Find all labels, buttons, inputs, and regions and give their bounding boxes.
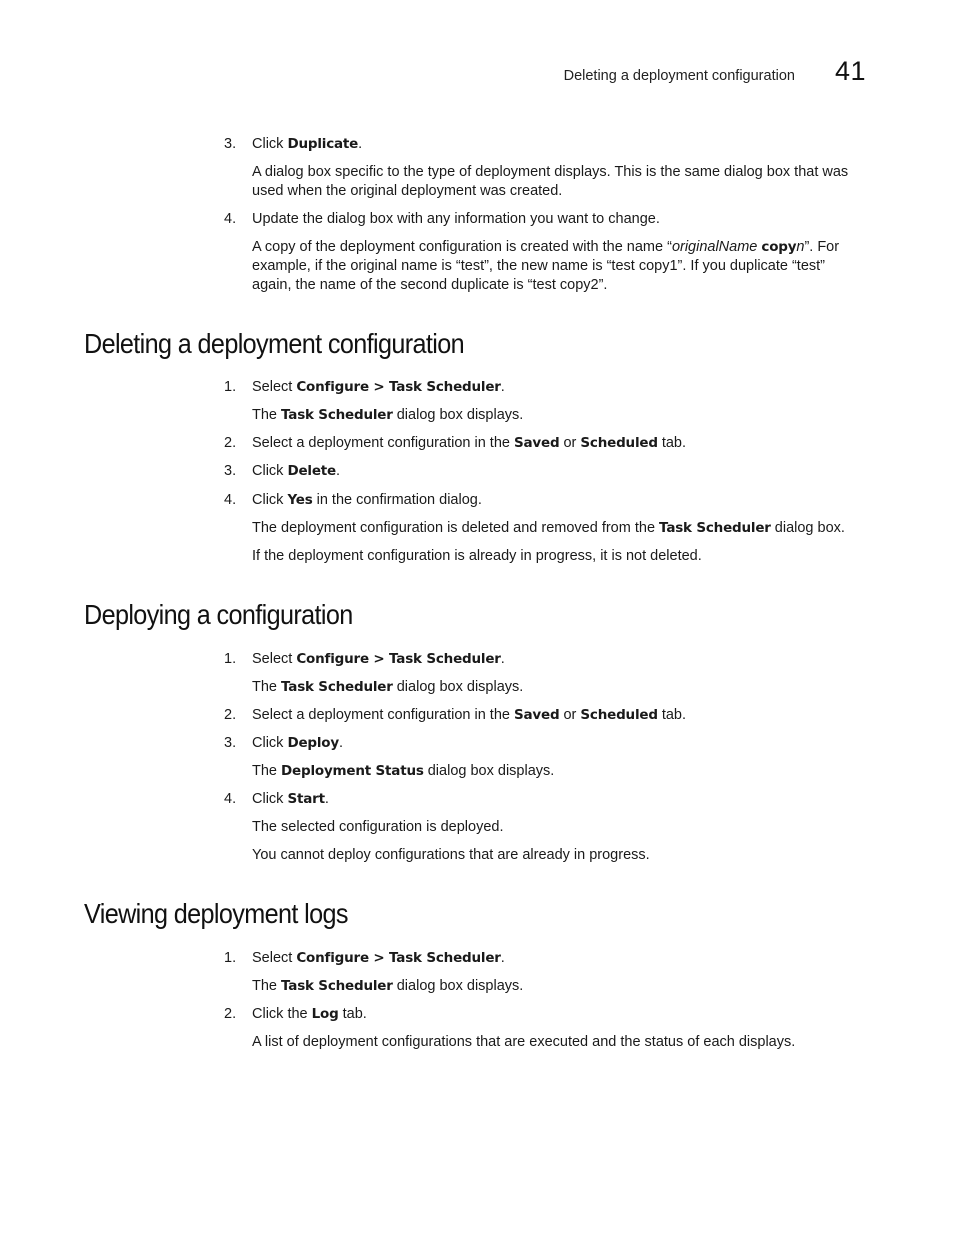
step-text: Select Configure > Task Scheduler.	[252, 950, 505, 966]
step-description: The Deployment Status dialog box displays.	[252, 763, 555, 779]
step-description: The Task Scheduler dialog box displays.	[252, 978, 524, 994]
step-number: 1.	[224, 651, 237, 667]
step-number: 1.	[224, 379, 237, 395]
step-text: Select Configure > Task Scheduler.	[252, 379, 505, 395]
step-text: Select Configure > Task Scheduler.	[252, 651, 505, 667]
step-description: You cannot deploy configurations that are already in progress.	[252, 847, 650, 863]
step-description: The Task Scheduler dialog box displays.	[252, 407, 524, 423]
step-description: If the deployment configuration is already in progress, it is not deleted.	[252, 548, 702, 564]
step-description: A dialog box specific to the type of deployment displays. This is the same dialog box that was used when the original deployment was created.	[252, 164, 849, 199]
step-number: 2.	[224, 435, 237, 451]
step-description: The Task Scheduler dialog box displays.	[252, 679, 524, 695]
step-number: 4.	[224, 211, 237, 227]
chapter-number: 41	[834, 56, 866, 86]
step-text: Click Duplicate.	[252, 136, 363, 152]
section-heading: Deploying a configuration	[84, 599, 353, 630]
step-description: A copy of the deployment configuration is created with the name “originalName copyn”. For example, if the original name is “test”, the new name is “test copy1”. If you duplicate “test” again, the name of the second duplicate is “test copy2”.	[252, 239, 840, 293]
section-heading: Deleting a deployment configuration	[84, 328, 465, 359]
step-text: Click Delete.	[252, 463, 341, 479]
step-number: 3.	[224, 463, 237, 479]
step-text: Select a deployment configuration in the Saved or Scheduled tab.	[252, 435, 687, 451]
step-text: Click Deploy.	[252, 735, 344, 751]
step-number: 3.	[224, 735, 237, 751]
step-number: 3.	[224, 136, 237, 152]
header-section-title: Deleting a deployment configuration	[563, 68, 795, 84]
ui-term-duplicate: Duplicate	[287, 136, 359, 152]
section-heading: Viewing deployment logs	[84, 898, 348, 929]
step-text: Click Start.	[252, 791, 329, 807]
step-description: The selected configuration is deployed.	[252, 819, 504, 835]
step-text: Click the Log tab.	[252, 1006, 367, 1022]
step-number: 4.	[224, 791, 237, 807]
step-number: 2.	[224, 1006, 237, 1022]
step-text: Click Yes in the confirmation dialog.	[252, 492, 482, 508]
running-header	[564, 56, 866, 87]
step-text: Select a deployment configuration in the Saved or Scheduled tab.	[252, 707, 687, 723]
step-description: The deployment configuration is deleted and removed from the Task Scheduler dialog box.	[252, 520, 845, 536]
step-text: Update the dialog box with any information you want to change.	[252, 211, 660, 227]
step-number: 2.	[224, 707, 237, 723]
step-description: A list of deployment configurations that are executed and the status of each displays.	[252, 1034, 796, 1050]
step-number: 1.	[224, 950, 237, 966]
step-number: 4.	[224, 492, 237, 508]
